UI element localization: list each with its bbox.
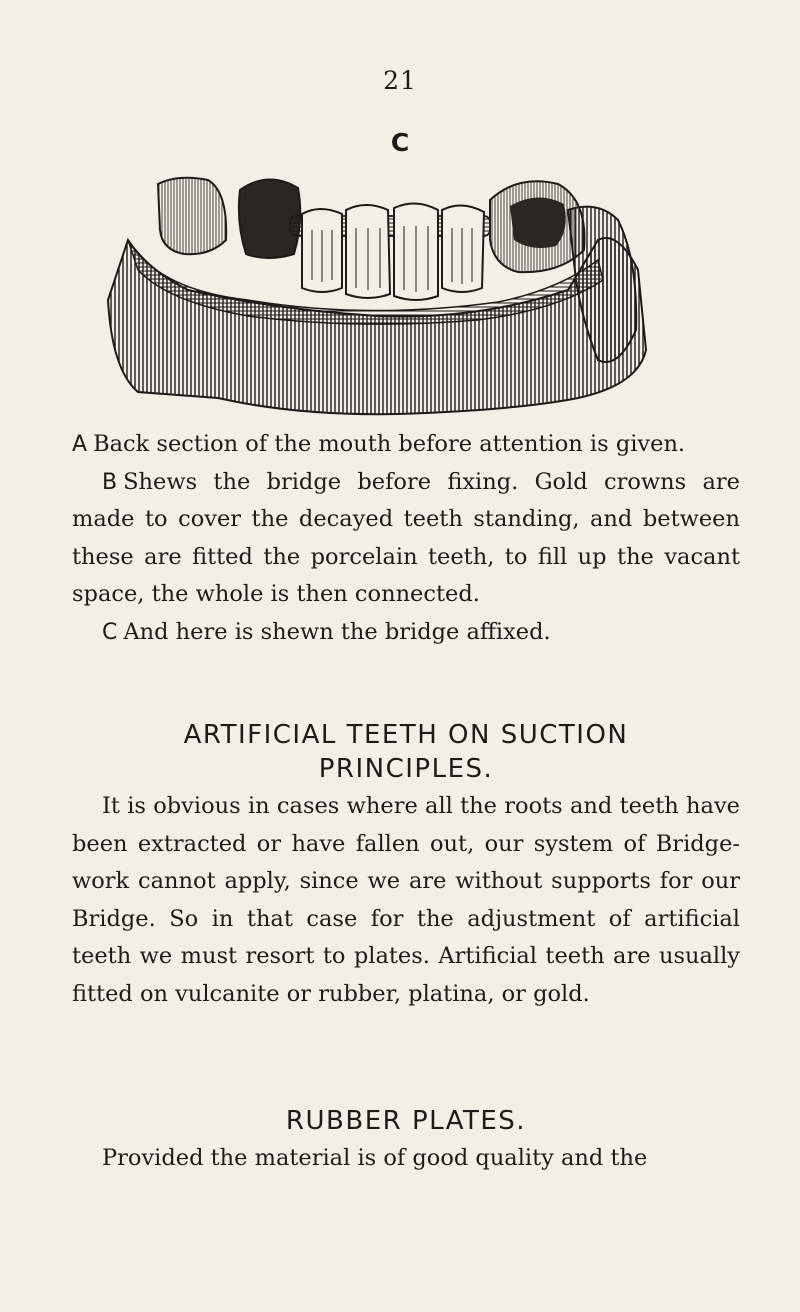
section-heading-line1: ARTIFICIAL TEETH ON SUCTION	[183, 720, 629, 750]
caption-b-letter: B	[102, 469, 118, 495]
caption-c	[72, 614, 740, 652]
caption-b	[72, 464, 740, 614]
section-suction	[72, 718, 740, 1013]
page-number: 21	[383, 66, 417, 95]
section-rubber-plates	[72, 1104, 740, 1178]
caption-a-text: Back section of the mouth before attention is given.	[93, 431, 686, 457]
section-body: It is obvious in cases where all the roots and teeth have been extracted or have fallen out, our system of Bridge-work cannot apply, since we are without supports for our Bridge. So in that case for the adjustment of artificial teeth we must resort to plates. Artificial teeth are usually fitted on vulcanite or rubber, platina, or gold.	[72, 793, 740, 1007]
caption-b-text: Shews the bridge before fixing. Gold crowns are made to cover the decayed teeth standing, and between these are fitted the porcelain teeth, to fill up the vacant space, the whole is then connected.	[72, 468, 740, 607]
figure-label: C	[390, 128, 410, 157]
caption-c-letter: C	[102, 619, 118, 645]
section-body-rubber: Provided the material is of good quality and the	[102, 1145, 648, 1171]
caption-c-text: And here is shewn the bridge affixed.	[123, 618, 551, 645]
section-heading-line2: PRINCIPLES.	[318, 754, 494, 784]
section-heading-rubber: RUBBER PLATES.	[285, 1106, 527, 1136]
caption-a-letter: A	[72, 432, 88, 457]
caption-block	[72, 426, 740, 651]
dental-bridge-engraving	[98, 170, 650, 422]
caption-a	[72, 426, 740, 464]
